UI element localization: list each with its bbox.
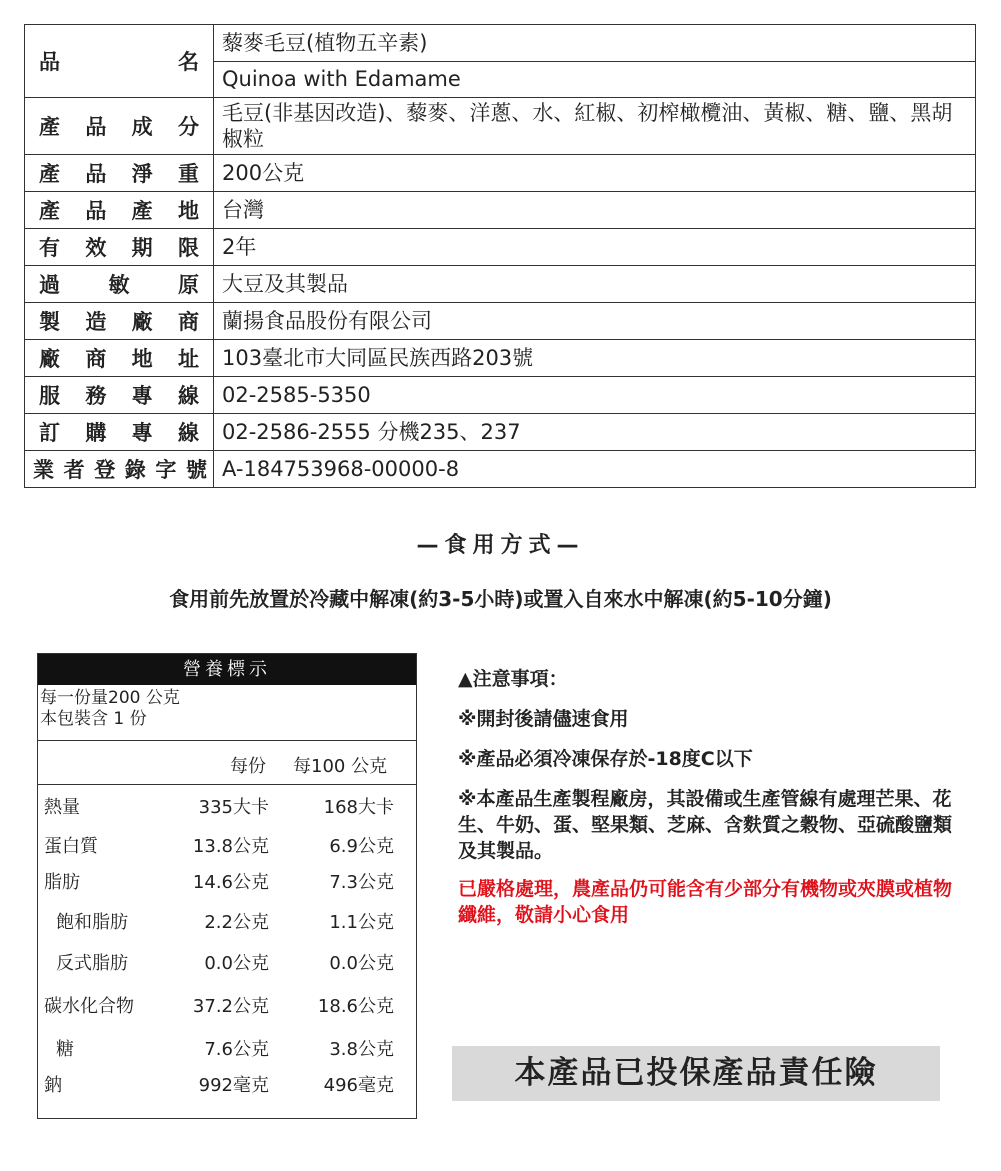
info-value: 毛豆(非基因改造)、藜麥、洋蔥、水、紅椒、初榨橄欖油、黃椒、糖、鹽、黑胡椒粒	[214, 98, 976, 155]
nutrition-row: 反式脂肪 0.0公克 0.0公克	[56, 953, 394, 974]
product-info-table	[24, 24, 976, 488]
col-per-serving: 每份	[230, 756, 266, 777]
info-label: 服務專線	[25, 377, 214, 414]
info-label: 廠商地址	[25, 340, 214, 377]
info-value: 02-2586-2555 分機235、237	[214, 414, 976, 451]
info-value: 2年	[214, 229, 976, 266]
nutrition-facts	[37, 653, 417, 1119]
nutrition-row: 碳水化合物 37.2公克 18.6公克	[44, 996, 394, 1017]
info-label: 產品成分	[25, 98, 214, 155]
nutrition-row: 蛋白質 13.8公克 6.9公克	[44, 836, 394, 857]
nutrition-row: 糖 7.6公克 3.8公克	[56, 1039, 394, 1060]
info-value: 大豆及其製品	[214, 266, 976, 303]
info-value: 蘭揚食品股份有限公司	[214, 303, 976, 340]
warning-note: 已嚴格處理，農產品仍可能含有少部分有機物或夾膜或植物纖維，敬請小心食用	[458, 878, 953, 926]
nutrition-row: 脂肪 14.6公克 7.3公克	[44, 872, 394, 893]
info-label: 過敏原	[25, 266, 214, 303]
servings-per-package: 本包裝含 1 份	[40, 709, 147, 729]
name-label: 品 名	[25, 25, 214, 98]
serving-size: 每一份量200 公克	[40, 688, 180, 708]
notes-section	[458, 666, 958, 928]
info-label: 訂購專線	[25, 414, 214, 451]
nutrition-row: 飽和脂肪 2.2公克 1.1公克	[56, 912, 394, 933]
info-value: 台灣	[214, 192, 976, 229]
product-name-zh: 藜麥毛豆(植物五辛素)	[214, 25, 975, 62]
product-name-en: Quinoa with Edamame	[222, 67, 461, 91]
insurance-banner: 本產品已投保產品責任險	[452, 1046, 940, 1101]
info-value: 103臺北市大同區民族西路203號	[214, 340, 976, 377]
usage-title: —食用方式—	[416, 533, 585, 558]
nutrition-row: 熱量 335大卡 168大卡	[44, 797, 394, 818]
info-label: 有效期限	[25, 229, 214, 266]
note-item: ※本產品生產製程廠房，其設備或生產管線有處理芒果、花生、牛奶、蛋、堅果類、芝麻、含麩質之穀物、亞硫酸鹽類及其製品。	[458, 788, 953, 862]
info-label: 業者登錄字號	[25, 451, 214, 488]
nutrition-row: 鈉 992毫克 496毫克	[44, 1075, 394, 1096]
info-label: 產品產地	[25, 192, 214, 229]
usage-instructions: 食用前先放置於冷藏中解凍(約3-5小時)或置入自來水中解凍(約5-10分鐘)	[169, 587, 832, 611]
info-value: 02-2585-5350	[214, 377, 976, 414]
info-value: A-184753968-00000-8	[214, 451, 976, 488]
info-label: 製造廠商	[25, 303, 214, 340]
info-value: 200公克	[214, 155, 976, 192]
nutrition-header: 營養標示	[38, 654, 416, 685]
note-item: ※開封後請儘速食用	[458, 708, 629, 730]
col-per-100g: 每100 公克	[293, 756, 388, 777]
note-item: ※產品必須冷凍保存於-18度C以下	[458, 748, 753, 770]
notes-title: ▲注意事項：	[458, 668, 568, 690]
info-label: 產品淨重	[25, 155, 214, 192]
